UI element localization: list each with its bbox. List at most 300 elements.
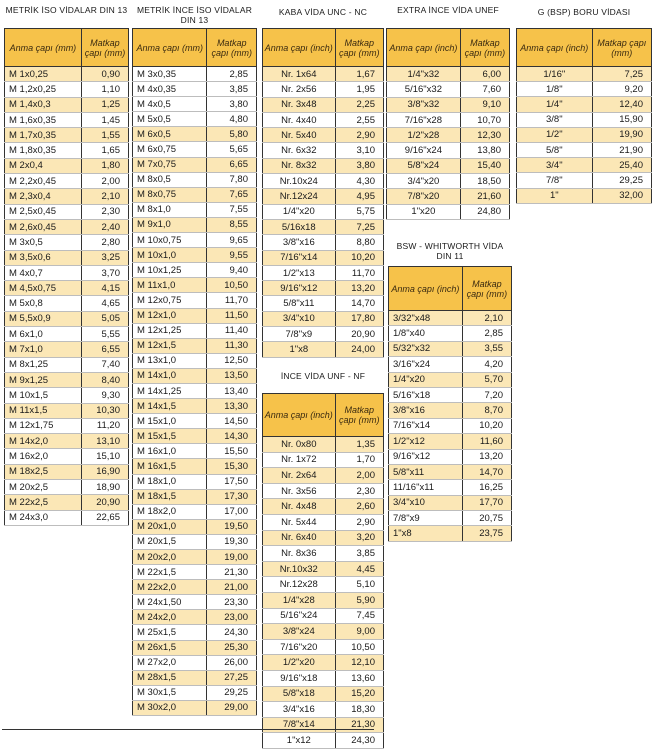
- nominal-diameter-cell: 1/2"x28: [387, 128, 461, 143]
- table-row: [5, 128, 129, 143]
- table-row: [133, 565, 257, 580]
- table-row: [263, 204, 384, 219]
- nominal-diameter-cell: M 5x0,5: [133, 112, 207, 127]
- drill-diameter-cell: 10,70: [460, 112, 509, 127]
- nominal-diameter-cell: 3/4"x20: [387, 174, 461, 189]
- nominal-diameter-cell: 7/16"x20: [263, 639, 336, 655]
- header-drill-diameter: Matkap çapı (mm): [81, 29, 128, 67]
- nominal-diameter-cell: M 8x1,0: [133, 202, 207, 217]
- table-row: [5, 403, 129, 418]
- drill-diameter-cell: 7,80: [207, 172, 257, 187]
- drill-diameter-cell: 11,20: [81, 418, 128, 433]
- nominal-diameter-cell: M 2,6x0,45: [5, 219, 82, 234]
- nominal-diameter-cell: 1/16": [517, 67, 593, 82]
- table-row: [389, 418, 512, 433]
- table-row: [263, 189, 384, 204]
- metric-iso-grid: [4, 28, 129, 526]
- nominal-diameter-cell: M 1,6x0,35: [5, 112, 82, 127]
- nominal-diameter-cell: 3/8"x16: [389, 403, 463, 418]
- nominal-diameter-cell: M 10x0,75: [133, 233, 207, 248]
- table-row: [5, 434, 129, 449]
- table-row: [263, 717, 384, 733]
- drill-diameter-cell: 13,20: [462, 449, 511, 464]
- drill-diameter-cell: 5,90: [335, 592, 383, 608]
- nominal-diameter-cell: 3/8"x24: [263, 624, 336, 640]
- nominal-diameter-cell: M 9x1,25: [5, 372, 82, 387]
- unef-table: [386, 28, 510, 220]
- table-row: [5, 250, 129, 265]
- nominal-diameter-cell: M 12x1,0: [133, 308, 207, 323]
- drill-diameter-cell: 17,50: [207, 474, 257, 489]
- nominal-diameter-cell: M 26x1,5: [133, 640, 207, 655]
- nominal-diameter-cell: M 13x1,0: [133, 353, 207, 368]
- drill-diameter-cell: 19,90: [592, 127, 651, 142]
- nominal-diameter-cell: Nr.10x32: [263, 561, 336, 577]
- drill-diameter-cell: 15,40: [460, 158, 509, 173]
- table-row: [133, 655, 257, 670]
- drill-diameter-cell: 1,55: [81, 128, 128, 143]
- table-row: [387, 174, 510, 189]
- nominal-diameter-cell: Nr.12x24: [263, 189, 336, 204]
- table-row: [5, 174, 129, 189]
- table-row: [133, 580, 257, 595]
- nominal-diameter-cell: 3/4"x10: [389, 495, 463, 510]
- drill-diameter-cell: 13,20: [335, 281, 383, 296]
- drill-diameter-cell: 8,55: [207, 217, 257, 232]
- nominal-diameter-cell: M 5x0,8: [5, 296, 82, 311]
- table-row: [5, 235, 129, 250]
- drill-diameter-cell: 9,65: [207, 233, 257, 248]
- table-row: [263, 342, 384, 357]
- unc-table: [262, 28, 384, 358]
- drill-diameter-cell: 10,50: [207, 278, 257, 293]
- drill-diameter-cell: 11,60: [462, 434, 511, 449]
- nominal-diameter-cell: M 4,5x0,75: [5, 281, 82, 296]
- nominal-diameter-cell: Nr. 4x48: [263, 499, 336, 515]
- table-row: [133, 399, 257, 414]
- drill-diameter-cell: 19,00: [207, 550, 257, 565]
- table-row: [387, 67, 510, 82]
- table-row: [389, 511, 512, 526]
- drill-diameter-cell: 13,50: [207, 368, 257, 383]
- nominal-diameter-cell: M 11x1,5: [5, 403, 82, 418]
- table-row: [5, 311, 129, 326]
- table-row: [133, 700, 257, 715]
- nominal-diameter-cell: M 22x2,5: [5, 495, 82, 510]
- table-row: [133, 670, 257, 685]
- drill-diameter-cell: 4,15: [81, 281, 128, 296]
- table-row: [263, 499, 384, 515]
- nominal-diameter-cell: M 22x2,0: [133, 580, 207, 595]
- table-row: [387, 189, 510, 204]
- table-row: [389, 480, 512, 495]
- nominal-diameter-cell: 9/16"x12: [389, 449, 463, 464]
- nominal-diameter-cell: 5/16"x24: [263, 608, 336, 624]
- table-row: [387, 128, 510, 143]
- drill-diameter-cell: 1,25: [81, 97, 128, 112]
- nominal-diameter-cell: Nr. 5x44: [263, 514, 336, 530]
- drill-diameter-cell: 7,45: [335, 608, 383, 624]
- drill-diameter-cell: 17,70: [462, 495, 511, 510]
- nominal-diameter-cell: Nr. 3x48: [263, 97, 336, 112]
- table-row: [133, 308, 257, 323]
- metric-fine-grid: [132, 28, 257, 716]
- nominal-diameter-cell: 5/8"x11: [389, 464, 463, 479]
- bottom-rule: [2, 729, 374, 730]
- nominal-diameter-cell: M 8x0,75: [133, 187, 207, 202]
- header-nominal-diameter: Anma çapı (inch): [389, 267, 463, 311]
- drill-diameter-cell: 25,30: [207, 640, 257, 655]
- nominal-diameter-cell: Nr. 2x64: [263, 468, 336, 484]
- table-row: [389, 434, 512, 449]
- table-row: [263, 546, 384, 562]
- nominal-diameter-cell: M 10x1,5: [5, 388, 82, 403]
- drill-diameter-cell: 7,20: [462, 387, 511, 402]
- nominal-diameter-cell: 5/8": [517, 142, 593, 157]
- drill-diameter-cell: 5,10: [335, 577, 383, 593]
- drill-diameter-cell: 6,55: [81, 342, 128, 357]
- unc-title: KABA VİDA UNC - NC: [278, 7, 368, 17]
- table-row: [5, 480, 129, 495]
- table-row: [263, 592, 384, 608]
- nominal-diameter-cell: 3/8"x16: [263, 235, 336, 250]
- nominal-diameter-cell: M 12x1,25: [133, 323, 207, 338]
- table-row: [133, 97, 257, 112]
- drill-diameter-cell: 8,70: [462, 403, 511, 418]
- table-row: [133, 504, 257, 519]
- table-row: [133, 519, 257, 534]
- drill-diameter-cell: 21,90: [592, 142, 651, 157]
- table-row: [263, 128, 384, 143]
- drill-diameter-cell: 9,20: [592, 82, 651, 97]
- table-row: [517, 142, 652, 157]
- nominal-diameter-cell: M 18x1,5: [133, 489, 207, 504]
- metric-fine-table: [132, 28, 257, 716]
- drill-diameter-cell: 4,45: [335, 561, 383, 577]
- nominal-diameter-cell: 1/4"x32: [387, 67, 461, 82]
- drill-diameter-cell: 20,90: [81, 495, 128, 510]
- table-row: [263, 468, 384, 484]
- drill-diameter-cell: 3,85: [335, 546, 383, 562]
- drill-diameter-cell: 3,55: [462, 341, 511, 356]
- drill-diameter-cell: 32,00: [592, 188, 651, 203]
- table-row: [5, 82, 129, 97]
- nominal-diameter-cell: M 1,2x0,25: [5, 82, 82, 97]
- table-row: [389, 357, 512, 372]
- table-row: [133, 550, 257, 565]
- header-drill-diameter: Matkap çapı (mm): [335, 394, 383, 437]
- nominal-diameter-cell: 3/32"x48: [389, 311, 463, 326]
- drill-diameter-cell: 24,80: [460, 204, 509, 219]
- table-row: [263, 670, 384, 686]
- table-row: [389, 403, 512, 418]
- nominal-diameter-cell: 1/4": [517, 97, 593, 112]
- nominal-diameter-cell: Nr. 2x56: [263, 82, 336, 97]
- nominal-diameter-cell: M 12x1,5: [133, 338, 207, 353]
- drill-diameter-cell: 11,70: [335, 265, 383, 280]
- table-row: [263, 437, 384, 453]
- drill-diameter-cell: 7,25: [335, 219, 383, 234]
- table-row: [5, 388, 129, 403]
- drill-diameter-cell: 10,30: [81, 403, 128, 418]
- table-row: [5, 296, 129, 311]
- table-row: [5, 219, 129, 234]
- table-row: [263, 265, 384, 280]
- nominal-diameter-cell: Nr. 6x32: [263, 143, 336, 158]
- drill-diameter-cell: 25,40: [592, 158, 651, 173]
- table-row: [5, 204, 129, 219]
- drill-diameter-cell: 3,80: [335, 158, 383, 173]
- drill-diameter-cell: 18,30: [335, 702, 383, 718]
- drill-diameter-cell: 2,90: [335, 514, 383, 530]
- drill-diameter-cell: 12,30: [460, 128, 509, 143]
- drill-diameter-cell: 9,55: [207, 248, 257, 263]
- nominal-diameter-cell: M 4x0,5: [133, 97, 207, 112]
- drill-diameter-cell: 20,90: [335, 327, 383, 342]
- table-row: [5, 112, 129, 127]
- drill-diameter-cell: 1,95: [335, 82, 383, 97]
- drill-diameter-cell: 24,30: [207, 625, 257, 640]
- unf-table: [262, 393, 384, 749]
- nominal-diameter-cell: M 14x1,0: [133, 368, 207, 383]
- nominal-diameter-cell: 7/16"x28: [387, 112, 461, 127]
- table-row: [517, 173, 652, 188]
- table-row: [389, 387, 512, 402]
- nominal-diameter-cell: 1/8"x40: [389, 326, 463, 341]
- header-drill-diameter: Matkap çapı (mm): [207, 29, 257, 67]
- nominal-diameter-cell: 1": [517, 188, 593, 203]
- table-row: [389, 526, 512, 541]
- drill-diameter-cell: 12,50: [207, 353, 257, 368]
- drill-diameter-cell: 19,50: [207, 519, 257, 534]
- drill-diameter-cell: 5,05: [81, 311, 128, 326]
- nominal-diameter-cell: M 16x1,5: [133, 459, 207, 474]
- drill-diameter-cell: 23,00: [207, 610, 257, 625]
- drill-diameter-cell: 15,30: [207, 459, 257, 474]
- drill-diameter-cell: 4,65: [81, 296, 128, 311]
- metric-fine-title: METRİK İNCE İSO VİDALAR DIN 13: [136, 5, 253, 25]
- bsp-grid: [516, 28, 652, 204]
- drill-diameter-cell: 16,25: [462, 480, 511, 495]
- nominal-diameter-cell: Nr. 8x32: [263, 158, 336, 173]
- nominal-diameter-cell: M 14x1,5: [133, 399, 207, 414]
- drill-diameter-cell: 10,20: [462, 418, 511, 433]
- nominal-diameter-cell: Nr.12x28: [263, 577, 336, 593]
- nominal-diameter-cell: M 12x0,75: [133, 293, 207, 308]
- nominal-diameter-cell: M 14x1,25: [133, 383, 207, 398]
- table-row: [133, 127, 257, 142]
- nominal-diameter-cell: M 2,3x0,4: [5, 189, 82, 204]
- table-row: [133, 233, 257, 248]
- nominal-diameter-cell: M 12x1,75: [5, 418, 82, 433]
- drill-diameter-cell: 20,75: [462, 511, 511, 526]
- nominal-diameter-cell: 5/32"x32: [389, 341, 463, 356]
- table-row: [263, 112, 384, 127]
- table-row: [133, 383, 257, 398]
- nominal-diameter-cell: Nr. 6x40: [263, 530, 336, 546]
- table-row: [387, 158, 510, 173]
- table-row: [133, 82, 257, 97]
- drill-diameter-cell: 16,90: [81, 464, 128, 479]
- nominal-diameter-cell: 3/8"x32: [387, 97, 461, 112]
- drill-diameter-cell: 1,67: [335, 67, 383, 82]
- drill-diameter-cell: 15,50: [207, 444, 257, 459]
- table-row: [263, 143, 384, 158]
- table-row: [5, 464, 129, 479]
- table-row: [133, 278, 257, 293]
- drill-diameter-cell: 21,30: [335, 717, 383, 733]
- header-nominal-diameter: Anma çapı (mm): [5, 29, 82, 67]
- header-nominal-diameter: Anma çapı (inch): [263, 394, 336, 437]
- header-nominal-diameter: Anma çapı (inch): [263, 29, 336, 67]
- drill-diameter-cell: 11,50: [207, 308, 257, 323]
- table-row: [133, 444, 257, 459]
- table-row: [387, 112, 510, 127]
- nominal-diameter-cell: M 2,2x0,45: [5, 174, 82, 189]
- drill-diameter-cell: 2,00: [81, 174, 128, 189]
- header-drill-diameter: Matkap çapı (mm): [592, 29, 651, 67]
- header-drill-diameter: Matkap çapı (mm): [335, 29, 383, 67]
- nominal-diameter-cell: M 2x0,4: [5, 158, 82, 173]
- nominal-diameter-cell: 5/8"x24: [387, 158, 461, 173]
- nominal-diameter-cell: 1/4"x20: [389, 372, 463, 387]
- nominal-diameter-cell: 1/2"x20: [263, 655, 336, 671]
- table-row: [133, 142, 257, 157]
- drill-diameter-cell: 3,10: [335, 143, 383, 158]
- nominal-diameter-cell: M 11x1,0: [133, 278, 207, 293]
- nominal-diameter-cell: Nr. 0x80: [263, 437, 336, 453]
- nominal-diameter-cell: M 7x0,75: [133, 157, 207, 172]
- drill-diameter-cell: 11,70: [207, 293, 257, 308]
- table-row: [133, 368, 257, 383]
- table-row: [263, 452, 384, 468]
- table-row: [263, 561, 384, 577]
- drill-diameter-cell: 2,85: [207, 67, 257, 82]
- drill-diameter-cell: 13,30: [207, 399, 257, 414]
- table-row: [133, 489, 257, 504]
- drill-diameter-cell: 6,00: [460, 67, 509, 82]
- table-row: [387, 82, 510, 97]
- nominal-diameter-cell: 11/16"x11: [389, 480, 463, 495]
- drill-diameter-cell: 13,60: [335, 670, 383, 686]
- drill-diameter-cell: 2,30: [81, 204, 128, 219]
- unf-grid: [262, 393, 384, 749]
- nominal-diameter-cell: 9/16"x12: [263, 281, 336, 296]
- drill-diameter-cell: 14,50: [207, 414, 257, 429]
- table-row: [517, 67, 652, 82]
- table-row: [263, 296, 384, 311]
- nominal-diameter-cell: 1"x8: [263, 342, 336, 357]
- nominal-diameter-cell: 7/16"x14: [263, 250, 336, 265]
- table-row: [263, 67, 384, 82]
- drill-diameter-cell: 1,45: [81, 112, 128, 127]
- drill-diameter-cell: 1,10: [81, 82, 128, 97]
- nominal-diameter-cell: 1"x12: [263, 733, 336, 749]
- table-row: [5, 495, 129, 510]
- nominal-diameter-cell: M 9x1,0: [133, 217, 207, 232]
- unef-title: EXTRA İNCE VİDA UNEF: [397, 5, 499, 15]
- drill-diameter-cell: 10,50: [335, 639, 383, 655]
- table-row: [133, 610, 257, 625]
- nominal-diameter-cell: 5/16"x18: [389, 387, 463, 402]
- nominal-diameter-cell: 7/8"x14: [263, 717, 336, 733]
- drill-diameter-cell: 7,40: [81, 357, 128, 372]
- table-row: [517, 188, 652, 203]
- table-row: [133, 67, 257, 82]
- table-row: [133, 187, 257, 202]
- drill-diameter-cell: 23,30: [207, 595, 257, 610]
- nominal-diameter-cell: M 14x2,0: [5, 434, 82, 449]
- table-row: [263, 514, 384, 530]
- table-row: [5, 357, 129, 372]
- table-row: [133, 625, 257, 640]
- table-row: [133, 459, 257, 474]
- drill-diameter-cell: 5,75: [335, 204, 383, 219]
- nominal-diameter-cell: Nr. 8x36: [263, 546, 336, 562]
- drill-diameter-cell: 13,10: [81, 434, 128, 449]
- nominal-diameter-cell: 7/8"x20: [387, 189, 461, 204]
- nominal-diameter-cell: 1/4"x20: [263, 204, 336, 219]
- table-row: [133, 293, 257, 308]
- header-nominal-diameter: Anma çapı (mm): [133, 29, 207, 67]
- table-row: [133, 414, 257, 429]
- nominal-diameter-cell: M 20x2,5: [5, 480, 82, 495]
- nominal-diameter-cell: 3/8": [517, 112, 593, 127]
- drill-diameter-cell: 2,10: [81, 189, 128, 204]
- table-row: [5, 510, 129, 525]
- nominal-diameter-cell: M 30x1,5: [133, 685, 207, 700]
- drill-diameter-cell: 7,65: [207, 187, 257, 202]
- table-row: [263, 97, 384, 112]
- drill-diameter-cell: 18,90: [81, 480, 128, 495]
- drill-diameter-cell: 29,00: [207, 700, 257, 715]
- drill-diameter-cell: 3,20: [335, 530, 383, 546]
- table-row: [133, 429, 257, 444]
- table-row: [389, 341, 512, 356]
- drill-diameter-cell: 8,80: [335, 235, 383, 250]
- drill-diameter-cell: 24,00: [335, 342, 383, 357]
- drill-diameter-cell: 2,85: [462, 326, 511, 341]
- table-row: [263, 158, 384, 173]
- nominal-diameter-cell: 5/8"x11: [263, 296, 336, 311]
- drill-diameter-cell: 5,70: [462, 372, 511, 387]
- table-row: [263, 235, 384, 250]
- nominal-diameter-cell: M 16x2,0: [5, 449, 82, 464]
- table-row: [517, 97, 652, 112]
- table-row: [133, 248, 257, 263]
- table-row: [263, 311, 384, 326]
- drill-diameter-cell: 2,60: [335, 499, 383, 515]
- table-row: [5, 327, 129, 342]
- table-row: [5, 67, 129, 82]
- drill-diameter-cell: 1,65: [81, 143, 128, 158]
- drill-diameter-cell: 24,30: [335, 733, 383, 749]
- nominal-diameter-cell: Nr. 4x40: [263, 112, 336, 127]
- drill-diameter-cell: 14,30: [207, 429, 257, 444]
- drill-diameter-cell: 9,30: [81, 388, 128, 403]
- nominal-diameter-cell: M 2,5x0,45: [5, 204, 82, 219]
- table-row: [263, 639, 384, 655]
- nominal-diameter-cell: M 1x0,25: [5, 67, 82, 82]
- drill-diameter-cell: 2,90: [335, 128, 383, 143]
- table-row: [133, 112, 257, 127]
- drill-diameter-cell: 2,00: [335, 468, 383, 484]
- nominal-diameter-cell: M 18x1,0: [133, 474, 207, 489]
- nominal-diameter-cell: M 15x1,5: [133, 429, 207, 444]
- table-row: [133, 353, 257, 368]
- drill-diameter-cell: 10,20: [335, 250, 383, 265]
- drill-diameter-cell: 11,40: [207, 323, 257, 338]
